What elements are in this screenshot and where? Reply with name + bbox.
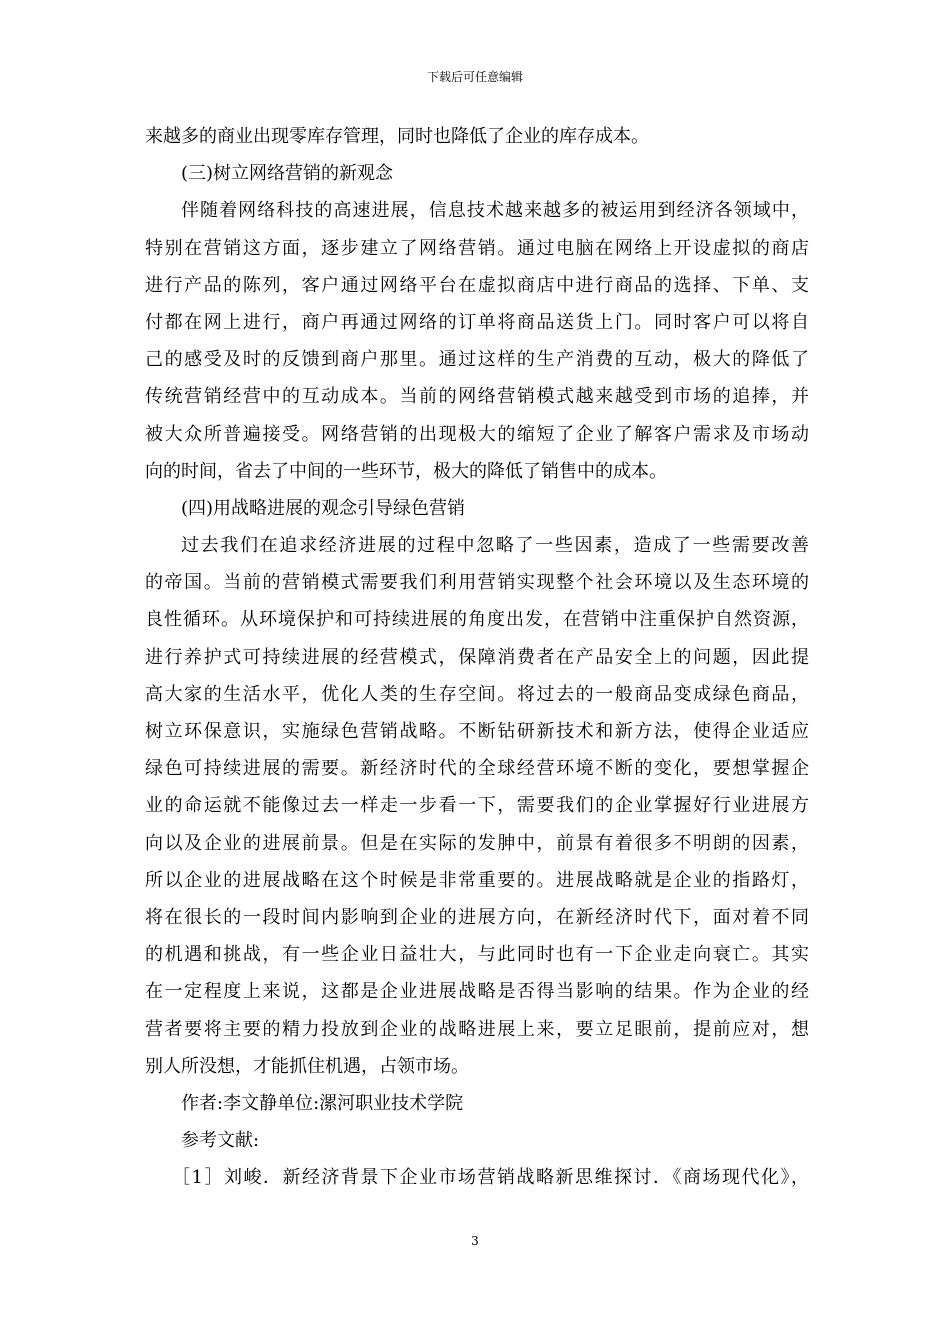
paragraph-heading-line: 参考文献: (181, 1130, 260, 1152)
paragraph-heading-line: (四)用战略进展的观念引导绿色营销 (181, 497, 466, 519)
text-line: 过去我们在追求经济进展的过程中忽略了一些因素，造成了一些需要改善 (181, 535, 809, 557)
text-line: 付都在网上进行，商户再通过网络的订单将商品送货上门。同时客户可以将自 (145, 311, 809, 333)
document-body (145, 118, 809, 1196)
paragraph-heading-line: 作者:李文静单位:漯河职业技术学院 (181, 1092, 464, 1114)
text-line: 别人所没想，才能抓住机遇，占领市场。 (145, 1055, 469, 1077)
text-line: 向的时间，省去了中间的一些环节，极大的降低了销售中的成本。 (145, 460, 667, 482)
text-line: 在一定程度上来说，这都是企业进展战略是否得当影响的结果。作为企业的经 (145, 981, 809, 1003)
text-line: 业的命运就不能像过去一样走一步看一下，需要我们的企业掌握好行业进展方 (145, 795, 809, 817)
text-line: 己的感受及时的反馈到商户那里。通过这样的生产消费的互动，极大的降低了 (145, 349, 809, 371)
text-line: 特别在营销这方面，逐步建立了网络营销。通过电脑在网络上开设虚拟的商店 (145, 237, 809, 259)
text-line: 高大家的生活水平，优化人类的生存空间。将过去的一般商品变成绿色商品， (145, 683, 809, 705)
page-number: 3 (471, 1234, 479, 1248)
text-line: ［1］刘峻．新经济背景下企业市场营销战略新思维探讨．《商场现代化》， (172, 1167, 809, 1189)
page-header: 下载后可任意编辑 (426, 70, 523, 84)
text-line: 的机遇和挑战，有一些企业日益壮大，与此同时也有一下企业走向衰亡。其实 (145, 944, 809, 966)
text-line: 所以企业的进展战略在这个时候是非常重要的。进展战略就是企业的指路灯， (145, 869, 809, 891)
text-line: 来越多的商业出现零库存管理，同时也降低了企业的库存成本。 (145, 126, 649, 147)
text-line: 伴随着网络科技的高速进展，信息技术越来越多的被运用到经济各领域中， (181, 200, 809, 222)
text-line: 树立环保意识，实施绿色营销战略。不断钻研新技术和新方法，使得企业适应 (145, 721, 809, 742)
text-line: 进行产品的陈列，客户通过网络平台在虚拟商店中进行商品的选择、下单、支 (145, 274, 809, 296)
text-line: 传统营销经营中的互动成本。当前的网络营销模式越来越受到市场的追捧，并 (145, 386, 809, 408)
text-line: 营者要将主要的精力投放到企业的战略进展上来，要立足眼前，提前应对，想 (145, 1018, 809, 1040)
text-line: 被大众所普遍接受。网络营销的出现极大的缩短了企业了解客户需求及市场动 (145, 423, 809, 445)
text-line: 良性循环。从环境保护和可持续进展的角度出发，在营销中注重保护自然资源， (145, 609, 809, 631)
text-line: 向以及企业的进展前景。但是在实际的发胂中，前景有着很多不明朗的因素， (145, 832, 809, 854)
text-line: 将在很长的一段时间内影响到企业的进展方向，在新经济时代下，面对着不同 (145, 906, 809, 928)
text-line: 进行养护式可持续进展的经营模式，保障消费者在产品安全上的问题，因此提 (145, 646, 809, 668)
text-line: 绿色可持续进展的需要。新经济时代的全球经营环境不断的变化，要想掌握企 (145, 758, 809, 780)
paragraph-heading-line: (三)树立网络营销的新观念 (181, 163, 394, 185)
text-line: 的帝国。当前的营销模式需要我们利用营销实现整个社会环境以及生态环境的 (145, 572, 809, 594)
